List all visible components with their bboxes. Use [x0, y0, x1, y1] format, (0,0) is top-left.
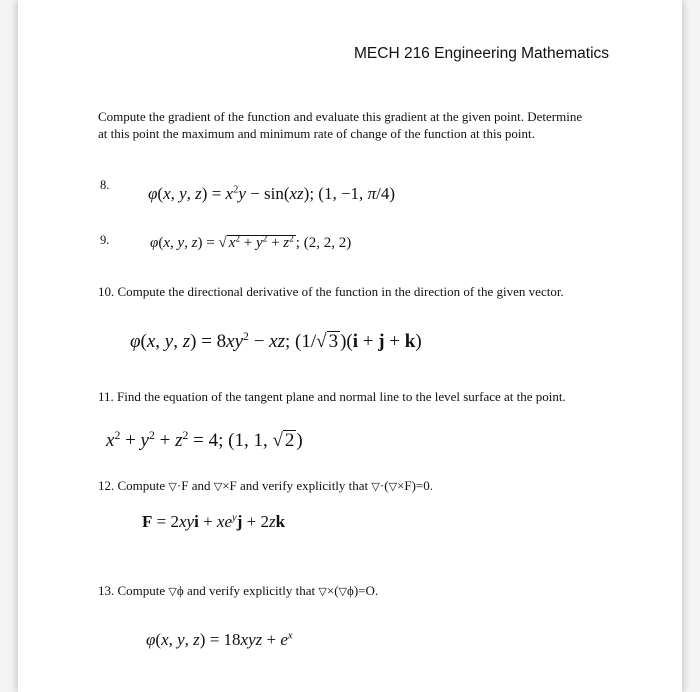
problem-9-number: 9. — [100, 233, 110, 247]
problem-9-equation: φ(x, y, z) = √ $x^2 + y^2 + z^2$ ; (2, 2, 2) — [150, 234, 352, 251]
nabla-icon: ▽ — [168, 585, 177, 598]
problem-12-prompt-a: 12. Compute — [98, 478, 166, 493]
intro-line-2: at this point the maximum and minimum rate of change of the function at this point. — [98, 126, 535, 141]
problem-13-prompt-d: ϕ)=O. — [347, 583, 379, 598]
problem-13-prompt-a: 13. Compute — [98, 583, 166, 598]
problem-8-equation: φ(x, y, $z) = x^2y - \sin(xz)$; (1, −1, π/4) — [148, 184, 395, 203]
problem-11-equation: $x^2 + y^2 + z^2 = 4$; (1, 1, √ 2 ) — [106, 428, 303, 451]
intro-line-1: Compute the gradient of the function and evaluate this gradient at the given point. Determine — [98, 109, 583, 124]
nabla-icon: ▽ — [168, 480, 177, 493]
problem-10-prompt: 10. Compute the directional derivative of the function in the direction of the given vector. — [98, 284, 564, 299]
problem-12-prompt-e: ×F)=0. — [397, 478, 434, 493]
problem-13-prompt-c: ×( — [326, 583, 339, 598]
problem-12-prompt-d: ·( — [379, 478, 389, 493]
nabla-icon: ▽ — [318, 585, 327, 598]
nabla-icon: ▽ — [388, 480, 398, 493]
problem-8-number: 8. — [100, 178, 110, 192]
problem-13-prompt — [98, 582, 378, 600]
page-header-title: MECH 216 Engineering Mathematics — [354, 45, 610, 62]
nabla-icon: ▽ — [371, 480, 380, 493]
problem-12-prompt-c: ×F and verify explicitly that — [222, 478, 369, 493]
document-page — [18, 0, 682, 692]
nabla-icon: ▽ — [338, 585, 347, 598]
problem-11-prompt: 11. Find the equation of the tangent plane and normal line to the level surface at the point. — [98, 389, 566, 404]
problem-13-equation: φ(x, y, $z) = 18xyz + e^x$ — [146, 630, 293, 649]
problem-12-prompt — [98, 477, 433, 495]
nabla-icon: ▽ — [213, 480, 223, 493]
problem-10-equation: φ(x, y, $z) = 8xy^2$ − xz; (1/√ 3 )(i + j + k) — [130, 329, 422, 352]
problem-12-equation: $F = 2xyi + xe^yj + 2zk$ — [142, 512, 286, 531]
problem-13-prompt-b: ϕ and verify explicitly that — [176, 583, 316, 598]
problem-12-prompt-b: ·F and — [176, 478, 211, 493]
